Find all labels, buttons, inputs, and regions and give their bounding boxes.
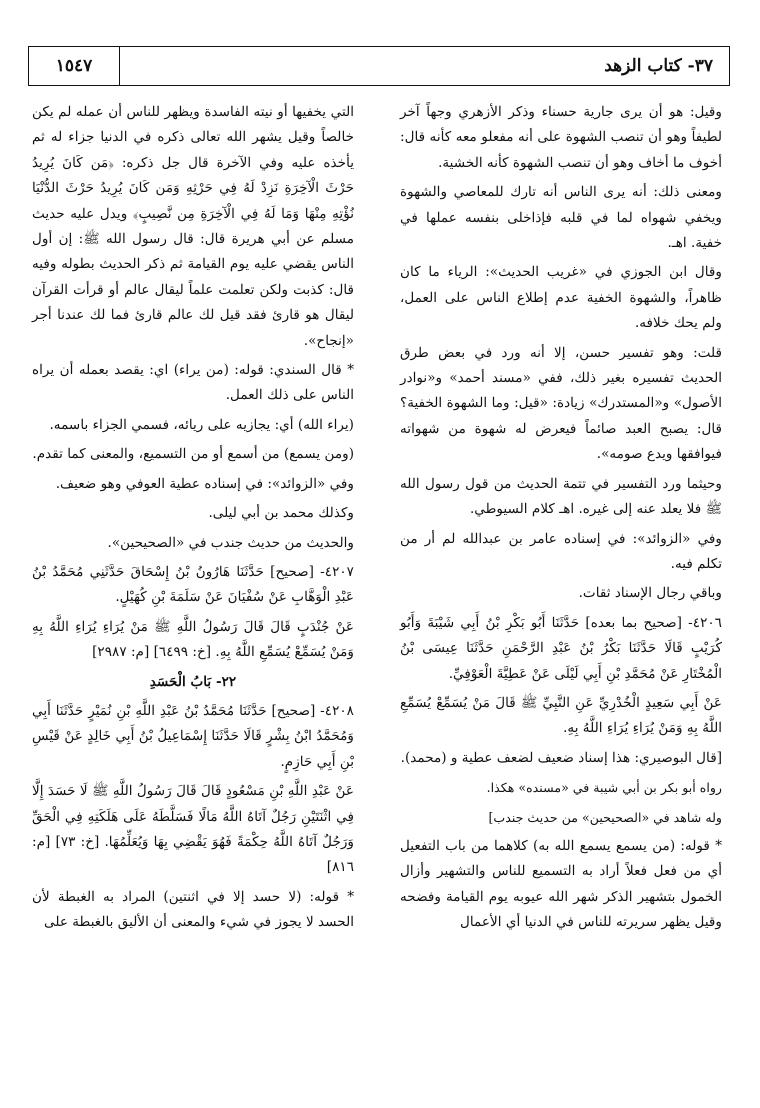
page-number: ١٥٤٧ [29, 47, 120, 85]
hadith-matn: عَنْ عَبْدِ اللَّهِ بْنِ مَسْعُودٍ قَالَ قَالَ رَسُولُ اللَّهِ ﷺ لَا حَسَدَ إِلَّا فِي اثْنَتَيْنِ رَجُلٌ آتَاهُ اللَّهُ مَالًا فَسَلَّطَهُ عَلَى هَلَكَتِهِ فِي الْحَقِّ وَرَجُلٌ آتَاهُ اللَّهُ حِكْمَةً فَهُوَ يَقْضِي بِهَا وَيُعَلِّمُهَا. [خ: ٧٣] [م: ٨١٦] [32, 783, 354, 876]
commentary: * قوله: (لا حسد إلا في اثنتين) المراد به الغبطة لأن الحسد لا يجوز في شيء والمعنى أن الأليق بالغبطة على [32, 888, 354, 931]
page-header [28, 46, 730, 86]
commentary: (ومن يسمع) من أسمع أو من التسميع، والمعنى كما تقدم. [32, 446, 354, 463]
paragraph: وحيثما ورد التفسير في تتمة الحديث من قول رسول الله ﷺ فلا يعلد عنه إلى غيره. اهـ كلام السيوطي. [400, 475, 722, 518]
hadith-matn: عَنْ جُنْدَبٍ قَالَ قَالَ رَسُولُ اللَّهِ ﷺ مَنْ يُرَاءِ يُرَاءِ اللَّهُ بِهِ وَمَنْ يُسَمِّعْ يُسَمِّعِ اللَّهُ بِهِ. [خ: ٦٤٩٩] [م: ٢٩٨٧] [32, 618, 354, 661]
hadith-isnad: ٤٢٠٨- [صحيح] حَدَّثَنَا مُحَمَّدُ بْنُ عَبْدِ اللَّهِ بْنِ نُمَيْرٍ حَدَّثَنَا أَبِي وَمُحَمَّدُ ابْنُ بِشْرٍ قَالَا حَدَّثَنَا إِسْمَاعِيلُ بْنُ أَبِي خَالِدٍ عَنْ قَيْسِ بْنِ أَبِي حَازِمٍ. [32, 702, 354, 770]
note: رواه أبو بكر بن أبي شيبة في «مسنده» هكذا. [486, 780, 722, 796]
chapter-heading: ٢٢- بَابُ الْحَسَدِ [149, 673, 237, 690]
paragraph: وقيل: هو أن يرى جارية حسناء وذكر الأزهري وجهاً آخر لطيفاً وهو أن تنصب الشهوة على أنه مفعلو معه كأنه قال: أخوف ما أخاف وهو أن تنصب الشهوة كأنه الخشية. [400, 104, 722, 171]
note: وله شاهد في «الصحيحين» من حديث جندب] [488, 809, 722, 825]
commentary: التي يخفيها أو نيته الفاسدة ويظهر للناس أن عمله لم يكن خالصاً وقيل يشهر الله تعالى ذكره في الدنيا جزاء له ثم يأخذه عليه وفي الآخرة قال جل ذكره: ﴿مَن كَانَ يُرِيدُ حَرْثَ الْآخِرَةِ نَزِدْ لَهُ فِي حَرْثِهِ وَمَن كَانَ يُرِيدُ حَرْثَ الدُّنْيَا نُؤْتِهِ مِنْهَا وَمَا لَهُ فِي الْآخِرَةِ مِن نَّصِيبٍ﴾ ويدل عليه حديث مسلم عن أبي هريرة قال: قال رسول الله ﷺ: إن أول الناس يقضي عليه يوم القيامة ثم ذكر الحديث بطوله وفيه قال: كذبت ولكن تعلمت علماً ليقال عالم أو قرأت القرآن ليقال هو قارئ فقد قيل لك عالم قارئ فما لك عندنا أجر «إنجاح». [32, 104, 354, 349]
commentary: * قال السندي: قوله: (من يراء) اي: يقصد بعمله أن يراه الناس على ذلك العمل. [32, 362, 354, 404]
paragraph: قلت: وهو تفسير حسن، إلا أنه ورد في بعض طرق الحديث تفسيره بغير ذلك، ففي «مسند أحمد» و«نوادر الأصول» و«المستدرك» زيادة: «قيل: وما الشهوة الخفية؟ قال: يصبح العبد صائماً فيعرض له شهوة من شهواته فيوافقها ويدع صومه». [400, 344, 722, 463]
commentary: وفي «الزوائد»: في إسناده عطية العوفي وهو ضعيف. [55, 475, 354, 492]
right-column [400, 100, 722, 940]
commentary: (يراء الله) أي: يجازيه على ريائه، فسمي الجزاء باسمه. [49, 416, 354, 433]
paragraph: ومعنى ذلك: أنه يرى الناس أنه تارك للمعاصي والشهوة ويخفي شهواه لما في قلبه فإذاخلى بنفسه عملها في خفية. اهـ. [400, 184, 722, 252]
note: [قال البوصيري: هذا إسناد ضعيف لضعف عطية و (محمد). [400, 749, 722, 766]
hadith-isnad: ٤٢٠٦- [صحيح بما بعده] حَدَّثَنَا أَبُو بَكْرِ بْنُ أَبِي شَيْبَةَ وَأَبُو كُرَيْبٍ قَالَا حَدَّثَنَا بَكْرُ بْنُ عَبْدِ الرَّحْمَنِ حَدَّثَنَا عِيسَى بْنُ الْمُخْتَارِ عَنْ مُحَمَّدِ بْنِ أَبِي لَيْلَى عَنْ عَطِيَّةَ الْعَوْفِيِّ. [400, 614, 722, 682]
paragraph: وقال ابن الجوزي في «غريب الحديث»: الرياء ما كان ظاهراً، والشهوة الخفية عدم إطلاع الناس على العمل، ولم يحك خلافه. [400, 264, 722, 332]
left-column [32, 100, 354, 940]
book-title: ٣٧- كتاب الزهد [604, 56, 713, 76]
paragraph: وفي «الزوائد»: في إسناده عامر بن عبدالله لم أر من تكلم فيه. [400, 530, 722, 572]
commentary: وكذلك محمد بن أبي ليلى. [208, 505, 354, 522]
commentary: * قوله: (من يسمع يسمع الله به) كلاهما من باب التفعيل أي من فعل فعلاً أراد به التسميع للناس والتشهير وأزال الخمول بتشهير الذكر شهر الله عيوبه يوم القيامة وفضحه وقيل يظهر سريرته للناس في الدنيا أي الأعمال [400, 837, 722, 931]
hadith-isnad: ٤٢٠٧- [صحيح] حَدَّثَنَا هَارُونُ بْنُ إِسْحَاقَ حَدَّثَنِي مُحَمَّدُ بْنُ عَبْدِ الْوَهَّابِ عَنْ سُفْيَانَ عَنْ سَلَمَةَ بْنِ كُهَيْلٍ. [32, 563, 354, 606]
commentary: والحديث من حديث جندب في «الصحيحين». [107, 534, 354, 551]
paragraph: وباقي رجال الإسناد ثقات. [578, 585, 722, 602]
hadith-matn: عَنْ أَبِي سَعِيدٍ الْخُدْرِيِّ عَنِ النَّبِيِّ ﷺ قَالَ مَنْ يُسَمِّعْ يُسَمِّعِ اللَّهُ بِهِ وَمَنْ يُرَاءِ يُرَاءِ اللَّهُ بِهِ. [400, 694, 722, 737]
